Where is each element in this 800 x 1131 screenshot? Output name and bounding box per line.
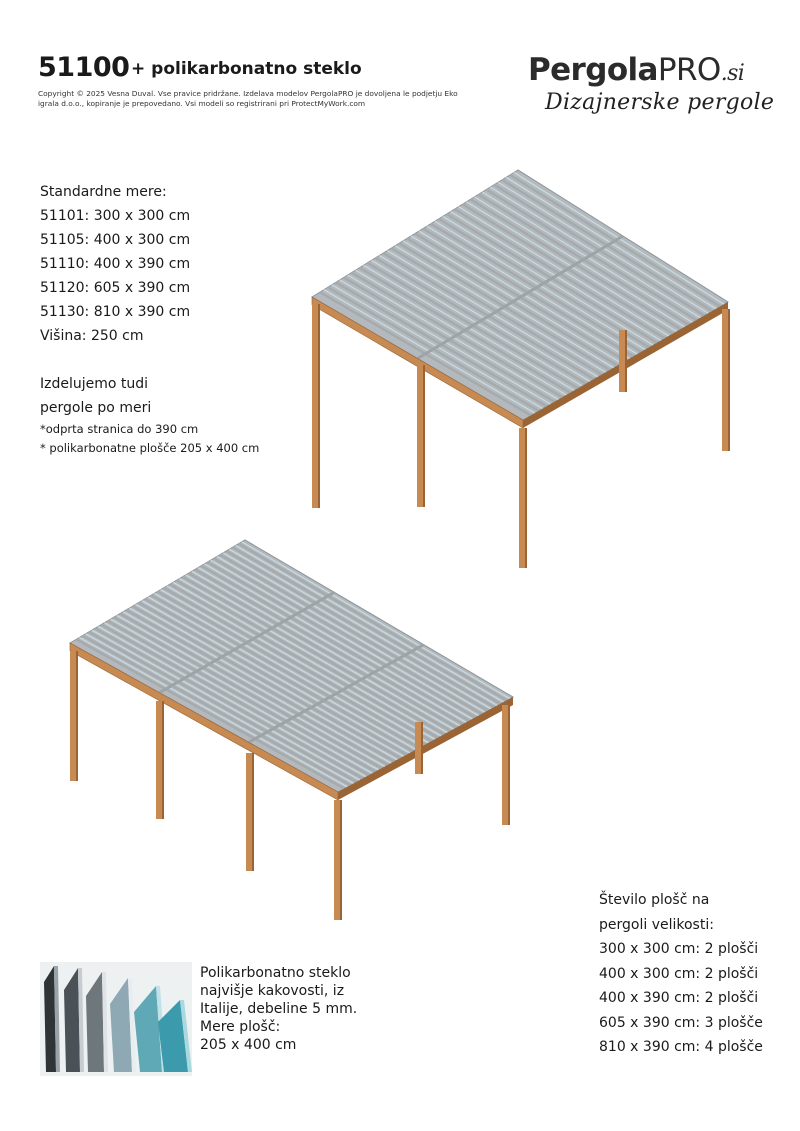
roof-rib-light [356, 270, 567, 395]
brand-logo [528, 52, 744, 88]
roof-rib-light [148, 597, 416, 750]
logo-part-si: .si [720, 61, 745, 86]
panel-counts [599, 888, 763, 1060]
glass-line: Italije, debeline 5 mm. [200, 1001, 358, 1017]
roof-rib [239, 544, 507, 701]
standard-heading: Standardne mere: [40, 184, 167, 200]
count-item: 400 x 390 cm: 2 plošči [599, 990, 759, 1006]
count-item: 605 x 390 cm: 3 plošče [599, 1014, 763, 1031]
roof-rib [360, 268, 571, 393]
roof-rib-light [411, 236, 622, 363]
roof-rib-light [514, 172, 724, 304]
side-beam [523, 302, 728, 428]
roof-rib-light [123, 612, 391, 763]
roof-rib-light [223, 553, 491, 709]
roof-rib-light [167, 586, 435, 739]
roof-rib [158, 592, 426, 745]
counts-heading: Število plošč na [599, 892, 710, 908]
logo-part-pergola: Pergola [528, 52, 658, 88]
roof-rib [455, 209, 665, 338]
roof-rib-light [482, 192, 692, 322]
roof-rib-light [236, 546, 504, 703]
roof-rib-light [111, 619, 379, 770]
roof-rib [486, 190, 696, 321]
roof-rib [352, 273, 563, 398]
roof-rib [133, 606, 401, 758]
roof-rib-light [379, 255, 590, 381]
roof-rib [126, 610, 394, 762]
roof-rib [233, 547, 501, 703]
panel-seam [418, 236, 624, 359]
post-shade [252, 753, 254, 871]
post-shade [625, 330, 627, 392]
front-beam [312, 297, 523, 428]
roof-rib [176, 580, 444, 734]
product-code: 51100 [38, 52, 130, 83]
glass-line: najvišje kakovosti, iz [200, 983, 345, 999]
roof-rib-light [154, 593, 422, 746]
roof-rib [415, 234, 626, 362]
roof-rib-light [451, 212, 661, 341]
roof-rib-light [490, 187, 700, 318]
roof-rib [423, 229, 633, 357]
roof-rib-light [211, 560, 479, 715]
roof-rib [214, 558, 482, 714]
roof-rib [183, 577, 451, 731]
count-item: 300 x 300 cm: 2 plošči [599, 941, 759, 957]
roof-surface [70, 540, 513, 792]
roof-rib-light [498, 182, 708, 313]
post-shade [340, 800, 342, 920]
post [156, 701, 164, 819]
size-item: 51120: 605 x 390 cm [40, 280, 191, 296]
roof-rib [336, 282, 547, 406]
glass-line: Mere plošč: [200, 1019, 281, 1035]
roof-rib [220, 555, 488, 711]
roof-rib-light [324, 290, 535, 414]
roof-rib-light [217, 557, 485, 713]
roof-rib-light [348, 275, 559, 400]
roof-rib-light [129, 608, 397, 760]
roof-rib-light [395, 246, 606, 373]
roof-rib-light [242, 542, 510, 699]
roof-rib-light [104, 623, 372, 774]
roof-rib-light [506, 177, 716, 308]
copyright-notice: Copyright © 2025 Vesna Duval. Vse pravice pridržane. Izdelava modelov PergolaPRO je dovoljena le podjetju Eko igrala d.o.o., kopiranje je prepovedano. Vsi modeli so registrirani pri ProtectMyWork.com [38, 89, 458, 108]
custom-line: pergole po meri [40, 400, 152, 416]
roof-rib [101, 625, 369, 775]
roof-rib [478, 194, 688, 324]
side-beam [338, 697, 513, 800]
post [417, 365, 425, 507]
post [334, 800, 342, 920]
post [70, 651, 78, 781]
size-item: 51101: 300 x 300 cm [40, 208, 191, 224]
roof-rib-light [229, 549, 497, 705]
roof-rib [320, 292, 531, 415]
post-shade [423, 365, 425, 507]
post [519, 428, 527, 568]
roof-rib-light [92, 630, 360, 780]
post-shade [76, 651, 78, 781]
custom-note: *odprta stranica do 390 cm [40, 422, 199, 436]
count-item: 400 x 300 cm: 2 plošči [599, 965, 759, 982]
roof-rib [510, 175, 720, 307]
roof-rib [89, 632, 357, 782]
post [312, 304, 320, 508]
roof-rib-light [86, 634, 354, 784]
polycarbonate-sheets-image [40, 962, 192, 1076]
post [619, 330, 627, 392]
roof-rib [208, 562, 476, 717]
glass-line: Polikarbonatno steklo [200, 965, 351, 981]
roof-rib-light [443, 216, 653, 345]
roof-rib-light [142, 601, 410, 753]
post-shade [318, 304, 320, 508]
post [246, 753, 254, 871]
panel-seam [249, 645, 424, 743]
post-shade [728, 309, 730, 451]
post-shade [162, 701, 164, 819]
roof-rib-light [204, 564, 472, 719]
roof-rib-light [371, 260, 582, 386]
roof-rib-light [387, 251, 598, 377]
roof-rib [83, 636, 351, 786]
counts-heading: pergoli velikosti: [599, 916, 714, 933]
roof-rib [463, 204, 673, 334]
custom-sizes [40, 372, 259, 458]
roof-rib-light [136, 604, 404, 756]
product-subtitle: + polikarbonatno steklo [131, 59, 362, 79]
roof-rib [494, 185, 704, 316]
roof-rib-light [419, 231, 629, 359]
standard-sizes [40, 180, 190, 348]
roof-rib [439, 219, 649, 348]
roof-rib-light [161, 590, 429, 743]
roof-rib [114, 617, 382, 768]
roof-rib-light [198, 568, 466, 723]
roof-rib [226, 551, 494, 707]
size-item: 51105: 400 x 300 cm [40, 232, 191, 248]
roof-rib [139, 603, 407, 755]
count-item: 810 x 390 cm: 4 plošče [599, 1039, 763, 1055]
roof-rib [431, 224, 641, 352]
roof-rib-light [467, 202, 677, 332]
roof-rib [95, 628, 363, 778]
roof-rib-light [186, 575, 454, 729]
roof-rib-light [192, 571, 460, 726]
roof-rib [470, 199, 680, 329]
roof-rib-light [98, 626, 366, 776]
post [415, 722, 423, 774]
roof-rib [367, 263, 578, 388]
roof-rib-light [427, 226, 637, 354]
size-item: 51110: 400 x 390 cm [40, 256, 191, 272]
glass-line: 205 x 400 cm [200, 1037, 297, 1053]
roof-rib-light [435, 221, 645, 349]
logo-part-pro: PRO [657, 52, 721, 88]
size-item: 51130: 810 x 390 cm [40, 304, 191, 320]
post-shade [525, 428, 527, 568]
roof-rib-light [79, 637, 347, 786]
post [502, 705, 510, 825]
roof-surface [312, 170, 728, 420]
roof-rib [170, 584, 438, 738]
post-shade [421, 722, 423, 774]
roof-rib-light [332, 285, 543, 409]
roof-rib [189, 573, 457, 727]
post [722, 309, 730, 451]
roof-rib-light [403, 241, 614, 368]
roof-rib [328, 287, 539, 411]
height-item: Višina: 250 cm [40, 328, 144, 344]
roof-rib-light [474, 197, 684, 327]
roof-rib [151, 595, 419, 748]
custom-line: Izdelujemo tudi [40, 376, 149, 392]
roof-rib [407, 238, 618, 365]
roof-rib-light [364, 265, 575, 390]
roof-rib [76, 639, 344, 788]
roof-rib-light [459, 207, 669, 336]
post-shade [508, 705, 510, 825]
roof-rib [195, 569, 463, 724]
brand-tagline: Dizajnerske pergole [545, 90, 775, 115]
custom-note: * polikarbonatne plošče 205 x 400 cm [40, 441, 260, 455]
roof-rib [383, 253, 594, 379]
roof-rib [108, 621, 376, 772]
roof-rib [447, 214, 657, 343]
glass-description [200, 964, 357, 1054]
roof-rib [399, 243, 610, 370]
roof-rib [375, 258, 586, 384]
roof-rib [164, 588, 432, 741]
panel-seam [159, 592, 334, 692]
front-beam [70, 643, 338, 800]
roof-rib-light [179, 579, 447, 733]
roof-rib-light [117, 615, 385, 766]
roof-rib [201, 566, 469, 721]
roof-rib [344, 277, 555, 401]
roof-rib-light [340, 280, 551, 404]
roof-rib-light [173, 582, 441, 736]
roof-rib [120, 614, 388, 765]
roof-rib [502, 180, 712, 311]
roof-rib [391, 248, 602, 374]
roof-rib [145, 599, 413, 751]
